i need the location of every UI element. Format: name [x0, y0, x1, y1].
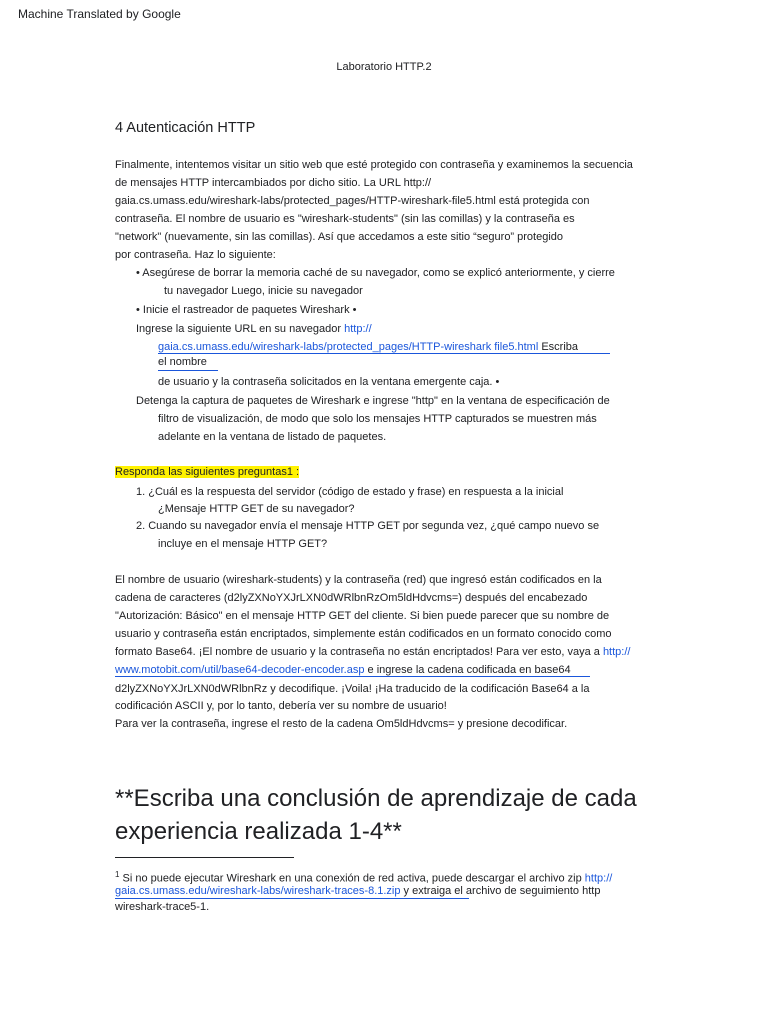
traces-link-part-2[interactable]: gaia.cs.umass.edu/wireshark-labs/wireshark-traces-8.1.zip	[115, 885, 401, 897]
step-enter-url-text: Ingrese la siguiente URL en su navegador	[136, 323, 345, 335]
footnote-mark: 1	[115, 870, 120, 879]
intro-line-3: gaia.cs.umass.edu/wireshark-labs/protected_pages/HTTP-wireshark-file5.html está protegida con	[115, 195, 590, 207]
intro-line-6: por contraseña. Haz lo siguiente:	[115, 249, 276, 261]
step-enter-url-after: Escriba	[538, 341, 579, 353]
base64-line-2: cadena de caracteres (d2lyZXNoYXJrLXN0dWRlbnRzOm5ldHdvcms=) después del encabezado	[115, 592, 588, 604]
step-clear-cache-cont: tu navegador Luego, inicie su navegador	[164, 285, 363, 297]
base64-line-5-text: formato Base64. ¡El nombre de usuario y la contraseña no están encriptados! Para ver esto, vaya a	[115, 646, 603, 658]
section-title: 4 Autenticación HTTP	[115, 120, 256, 136]
questions-heading	[115, 463, 299, 481]
conclusion-heading-line-1: **Escriba una conclusión de aprendizaje de cada	[115, 785, 637, 812]
decoder-link-part-1[interactable]: http://	[602, 646, 631, 658]
question-2-cont: incluye en el mensaje HTTP GET?	[158, 538, 328, 550]
step-stop-capture: Detenga la captura de paquetes de Wireshark e ingrese "http" en la ventana de especificación de	[136, 395, 610, 407]
question-1-cont: ¿Mensaje HTTP GET de su navegador?	[158, 503, 355, 515]
traces-link-part-1[interactable]: http://	[584, 872, 613, 885]
base64-line-6-text: e ingrese la cadena codificada en base64	[364, 664, 571, 676]
decoder-link-part-2[interactable]: www.motobit.com/util/base64-decoder-encoder.asp	[115, 664, 365, 676]
intro-line-5: "network" (nuevamente, sin las comillas). Así que accedamos a este sitio “seguro” protegido	[115, 231, 564, 243]
step-username-password: de usuario y la contraseña solicitados en la ventana emergente caja. •	[158, 376, 500, 388]
base64-line-1: El nombre de usuario (wireshark-students) y la contraseña (red) que ingresó están codificados en la	[115, 574, 602, 586]
footnote-line-3: wireshark-trace5-1.	[115, 901, 210, 913]
intro-line-4: contraseña. El nombre de usuario es "wireshark-students" (sin las comillas) y la contraseña es	[115, 213, 575, 225]
machine-translation-banner: Machine Translated by Google	[18, 7, 181, 21]
url-underline	[158, 353, 610, 354]
base64-line-8: codificación ASCII y, por lo tanto, debería ver su nombre de usuario!	[115, 700, 447, 712]
nombre-underline	[158, 370, 218, 371]
questions-heading-highlight: Responda las siguientes preguntas1 :	[115, 466, 300, 478]
step-clear-cache: • Asegúrese de borrar la memoria caché de su navegador, como se explicó anteriormente, y cierre	[136, 267, 615, 279]
intro-line-1: Finalmente, intentemos visitar un sitio web que esté protegido con contraseña y examinemos la secuencia	[115, 159, 633, 171]
url-link-part-1[interactable]: http://	[344, 323, 372, 335]
question-1: 1. ¿Cuál es la respuesta del servidor (código de estado y frase) en respuesta a la inicial	[136, 486, 564, 498]
conclusion-heading-line-2: experiencia realizada 1-4**	[115, 818, 402, 845]
step-username-fragment: el nombre	[158, 356, 207, 368]
footnote-text-2: y extraiga el archivo de seguimiento http	[400, 885, 601, 897]
page-header: Laboratorio HTTP.2	[336, 61, 432, 73]
footnote-rule	[115, 857, 294, 858]
base64-line-9: Para ver la contraseña, ingrese el resto de la cadena Om5ldHdvcms= y presione decodificar.	[115, 718, 568, 730]
step-stop-capture-cont-2: adelante en la ventana de listado de paquetes.	[158, 431, 387, 443]
step-enter-url	[136, 320, 372, 338]
footnote-text-1: Si no puede ejecutar Wireshark en una conexión de red activa, puede descargar el archivo zip	[119, 872, 585, 885]
step-start-wireshark: • Inicie el rastreador de paquetes Wireshark •	[136, 304, 357, 316]
intro-line-2: de mensajes HTTP intercambiados por dicho sitio. La URL http://	[115, 177, 432, 189]
decoder-underline	[115, 676, 590, 677]
base64-line-4: usuario y contraseña están encriptados, simplemente están codificados en un formato conocido como	[115, 628, 612, 640]
base64-line-5	[115, 643, 630, 661]
question-2: 2. Cuando su navegador envía el mensaje HTTP GET por segunda vez, ¿qué campo nuevo se	[136, 520, 600, 532]
base64-line-3: "Autorización: Básico" en el mensaje HTTP GET del cliente. Si bien puede parecer que su nombre de	[115, 610, 610, 622]
base64-line-7: d2lyZXNoYXJrLXN0dWRlbnRz y decodifique. ¡Voila! ¡Ha traducido de la codificación Base64 a la	[115, 683, 590, 695]
url-link-part-2[interactable]: gaia.cs.umass.edu/wireshark-labs/protected_pages/HTTP-wireshark file5.html	[158, 341, 539, 353]
step-stop-capture-cont-1: filtro de visualización, de modo que solo los mensajes HTTP capturados se muestren más	[158, 413, 597, 425]
